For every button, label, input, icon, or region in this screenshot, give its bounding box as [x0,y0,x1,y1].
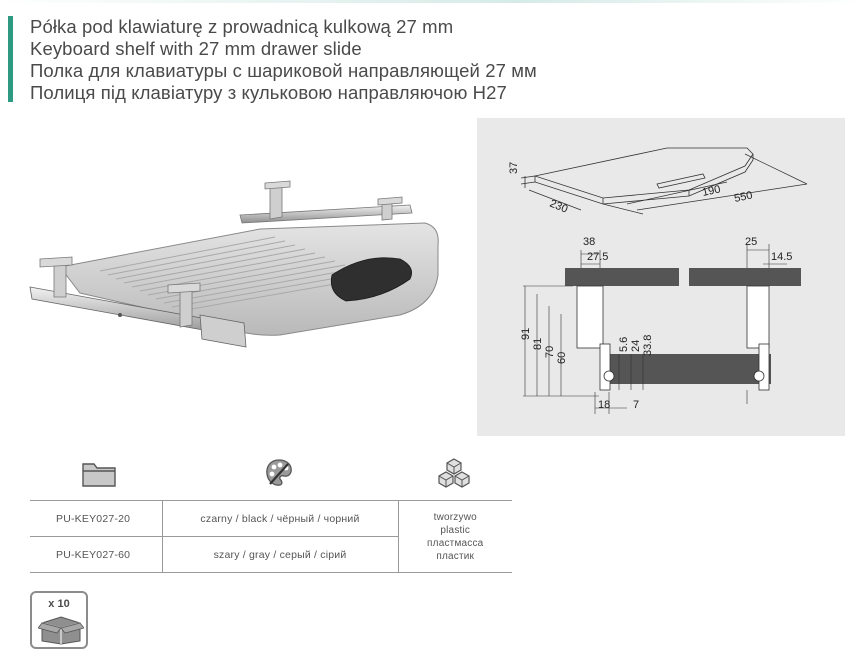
dim-14-5: 14.5 [771,251,793,263]
box-icon [38,613,84,645]
dim-33-8: 33.8 [642,334,654,356]
product-spec-table [30,500,512,573]
dim-91: 91 [520,327,532,340]
dim-width: 550 [733,189,754,205]
dim-height: 37 [508,161,520,174]
dim-inner: 190 [701,183,722,199]
title-english: Keyboard shelf with 27 mm drawer slide [30,38,362,59]
dim-27-5: 27.5 [587,251,609,263]
product-material [398,501,512,573]
material-en: plastic [440,524,471,536]
dim-5-6: 5.6 [618,336,630,352]
dim-60: 60 [556,351,568,364]
product-photo [20,175,450,370]
dim-18: 18 [598,399,611,411]
material-uk: пластик [436,550,475,562]
product-titles [30,16,537,104]
title-polish: Półka pod klawiaturę z prowadnicą kulkową 27 mm [30,16,454,37]
dim-24: 24 [630,339,642,352]
folder-icon [82,461,116,487]
dim-70: 70 [544,345,556,358]
dim-38: 38 [583,236,596,248]
title-accent-bar [8,16,13,102]
package-quantity-badge [30,591,88,649]
title-ukrainian: Полиця під клавіатуру з кульковою направляючою H27 [30,82,507,103]
technical-drawing-panel [477,118,845,436]
dim-depth: 230 [547,197,570,216]
table-row [30,501,512,537]
dim-7: 7 [633,399,640,411]
package-quantity: x 10 [48,598,70,610]
product-color: czarny / black / чёрный / чорний [162,501,398,537]
cubes-icon [437,458,471,490]
dim-81: 81 [532,337,544,350]
dim-25: 25 [745,236,758,248]
top-divider [0,0,866,3]
palette-icon [264,458,294,488]
product-color: szary / gray / серый / сірий [162,537,398,573]
title-russian: Полка для клавиатуры с шариковой направляющей 27 мм [30,60,537,81]
product-code: PU-KEY027-20 [30,501,162,537]
material-ru: пластмасса [427,537,484,549]
product-code: PU-KEY027-60 [30,537,162,573]
material-pl: tworzywo [433,511,477,523]
technical-drawing [477,118,845,436]
